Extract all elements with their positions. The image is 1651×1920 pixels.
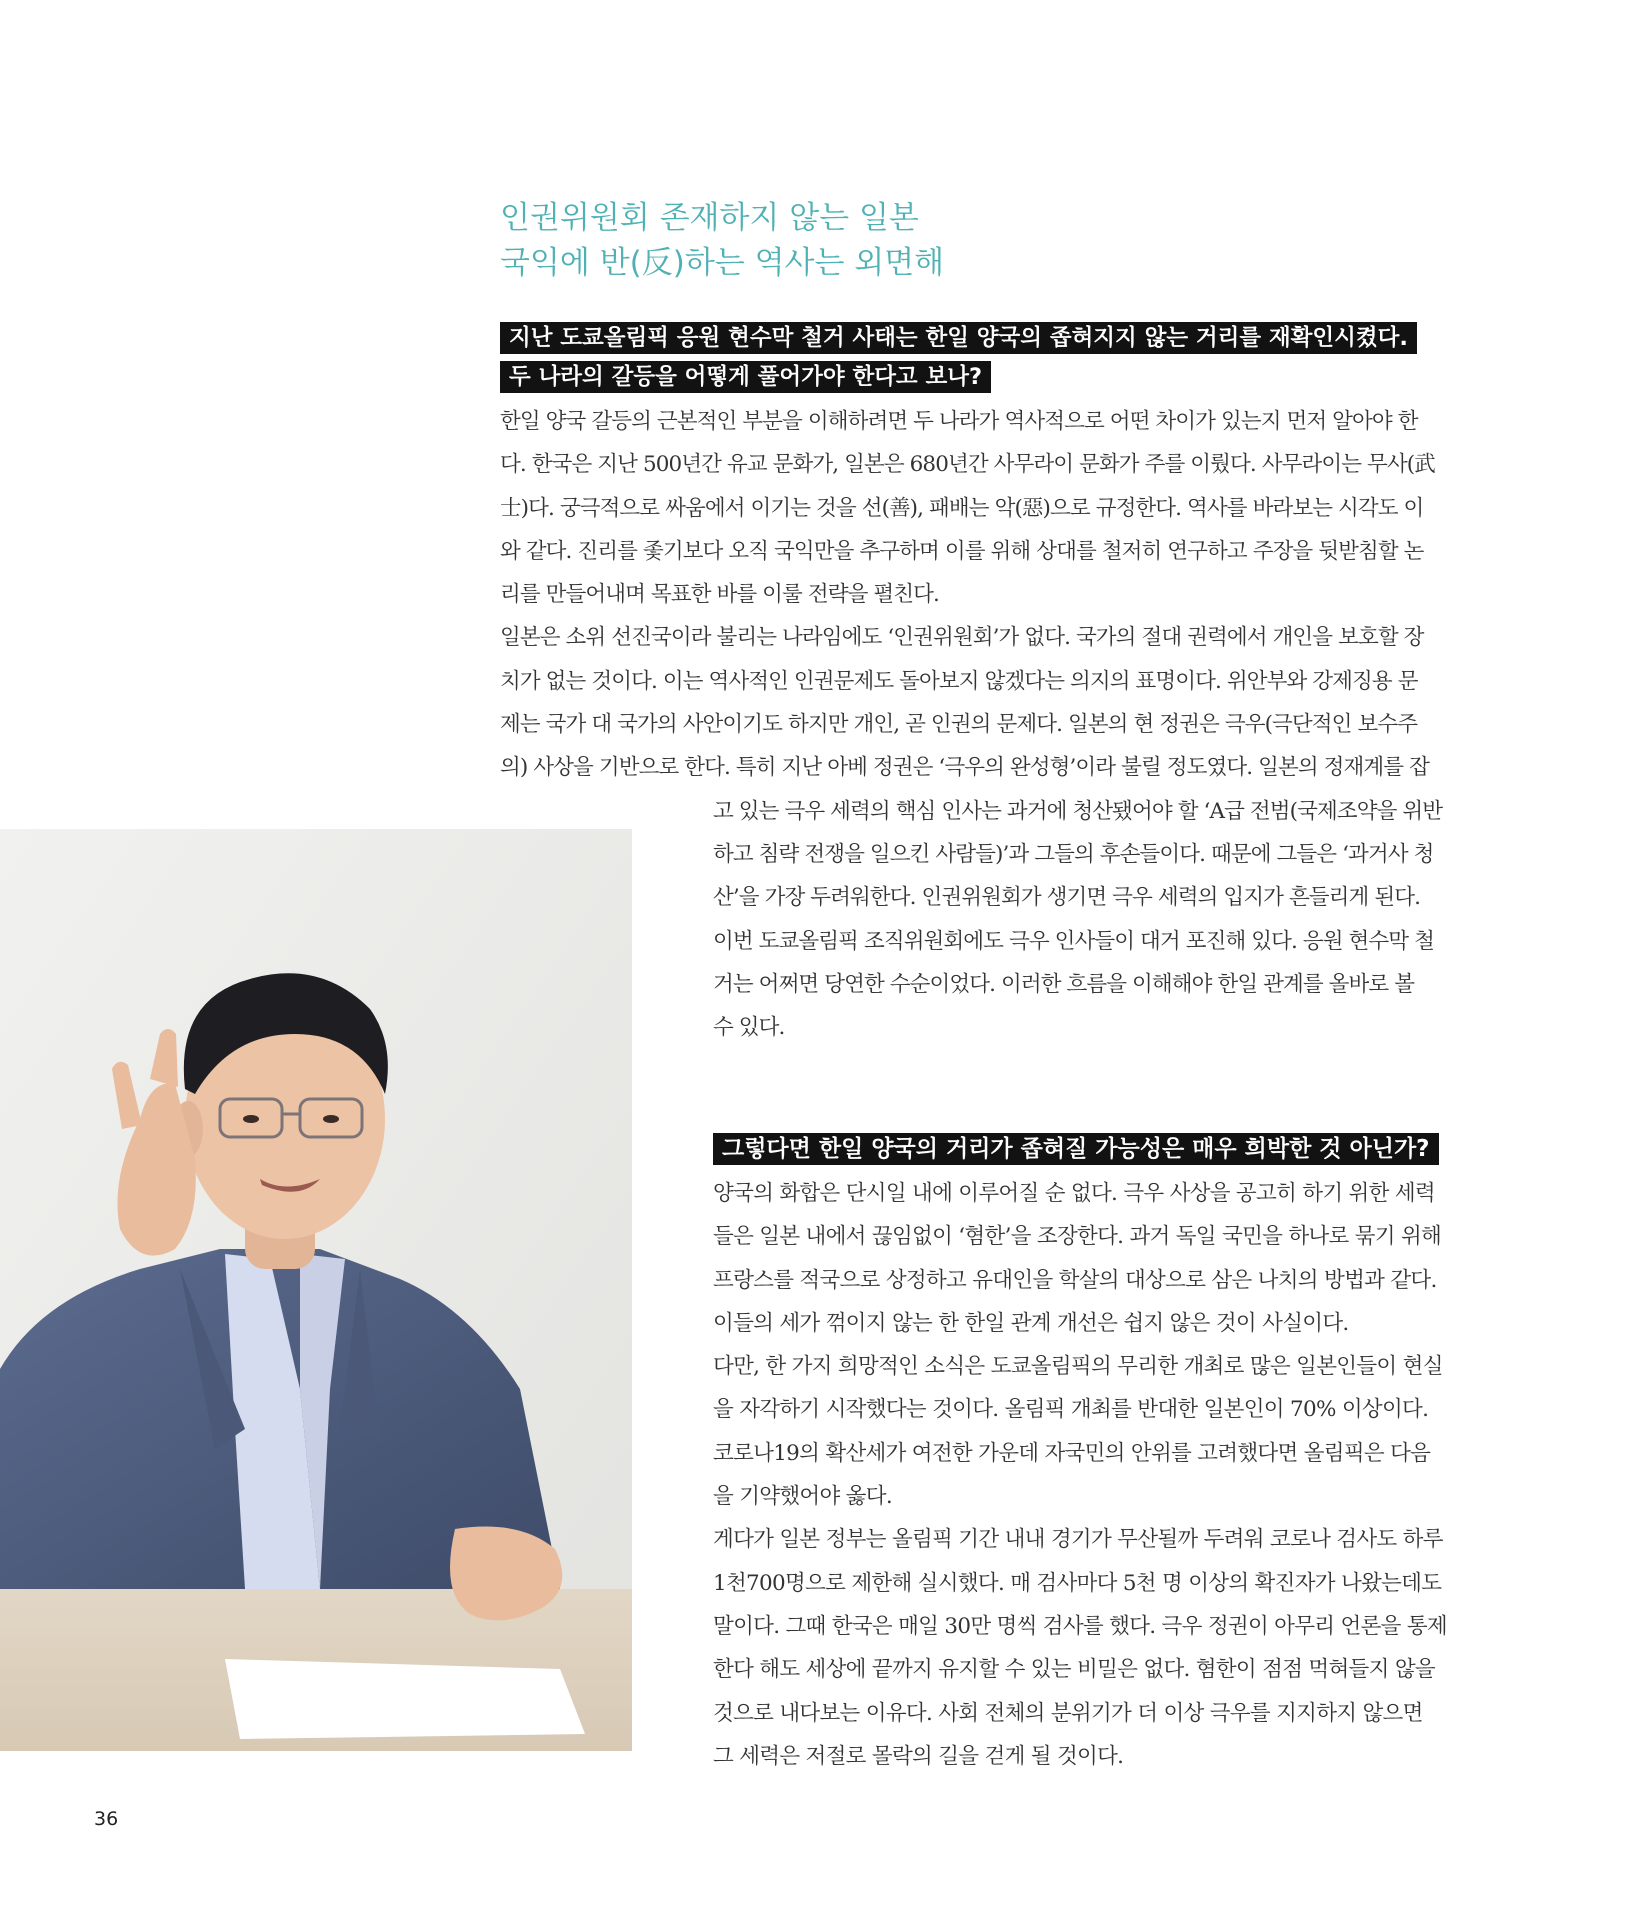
answer-line: 말이다. 그때 한국은 매일 30만 명씩 검사를 했다. 극우 정권이 아무리 언론을 통제 — [713, 1613, 1447, 1639]
section-title — [500, 196, 944, 286]
answer-line: 일본은 소위 선진국이라 불리는 나라임에도 ‘인권위원회’가 없다. 국가의 절대 권력에서 개인을 보호할 장 — [500, 625, 1424, 651]
answer-1 — [500, 400, 1480, 1049]
answer-line: 한다 해도 세상에 끝까지 유지할 수 있는 비밀은 없다. 혐한이 점점 먹혀들지 않을 — [713, 1657, 1435, 1683]
answer-line: 다만, 한 가지 희망적인 소식은 도쿄올림픽의 무리한 개최로 많은 일본인들이 현실 — [713, 1354, 1443, 1380]
answer-line: 리를 만들어내며 목표한 바를 이룰 전략을 펼친다. — [500, 582, 939, 608]
answer-2 — [713, 1172, 1481, 1778]
question-highlight: 지난 도쿄올림픽 응원 현수막 철거 사태는 한일 양국의 좁혀지지 않는 거리를 재확인시켰다. — [500, 322, 1417, 354]
answer-line: 하고 침략 전쟁을 일으킨 사람들)’과 그들의 후손들이다. 때문에 그들은 ‘과거사 청 — [713, 841, 1434, 867]
answer-line: 프랑스를 적국으로 상정하고 유대인을 학살의 대상으로 삼은 나치의 방법과 같다. — [713, 1267, 1437, 1293]
answer-line: 산’을 가장 두려워한다. 인권위원회가 생기면 극우 세력의 입지가 흔들리게 된다. — [713, 885, 1421, 911]
answer-line: 을 기약했어야 옳다. — [713, 1484, 892, 1510]
question-highlight: 그렇다면 한일 양국의 거리가 좁혀질 가능성은 매우 희박한 것 아닌가? — [713, 1133, 1439, 1165]
answer-line: 고 있는 극우 세력의 핵심 인사는 과거에 청산됐어야 할 ‘A급 전범(국제조약을 위반 — [713, 798, 1443, 824]
answer-line: 것으로 내다보는 이유다. 사회 전체의 분위기가 더 이상 극우를 지지하지 않으면 — [713, 1700, 1423, 1726]
question-highlight: 두 나라의 갈등을 어떻게 풀어가야 한다고 보나? — [500, 361, 991, 393]
answer-line: 이번 도쿄올림픽 조직위원회에도 극우 인사들이 대거 포진해 있다. 응원 현수막 철 — [713, 928, 1434, 954]
section-title-line-1: 인권위원회 존재하지 않는 일본 — [500, 200, 919, 236]
answer-line: 와 같다. 진리를 좇기보다 오직 국익만을 추구하며 이를 위해 상대를 철저히 연구하고 주장을 뒷받침할 논 — [500, 538, 1424, 564]
question-1-line-2 — [500, 361, 1480, 400]
answer-line: 士)다. 궁극적으로 싸움에서 이기는 것을 선(善), 패배는 악(惡)으로 규정한다. 역사를 바라보는 시각도 이 — [500, 495, 1424, 521]
answer-line: 이들의 세가 꺾이지 않는 한 한일 관계 개선은 쉽지 않은 것이 사실이다. — [713, 1310, 1349, 1336]
interviewee-photo — [0, 829, 632, 1751]
answer-1-indented — [713, 790, 1480, 1050]
question-2-line-1 — [713, 1133, 1481, 1172]
answer-line: 들은 일본 내에서 끊임없이 ‘혐한’을 조장한다. 과거 독일 국민을 하나로 묶기 위해 — [713, 1224, 1442, 1250]
page-number: 36 — [94, 1808, 119, 1830]
answer-line: 양국의 화합은 단시일 내에 이루어질 순 없다. 극우 사상을 공고히 하기 위한 세력 — [713, 1181, 1435, 1206]
section-title-line-2: 국익에 반(反)하는 역사는 외면해 — [500, 245, 945, 281]
answer-line: 다. 한국은 지난 500년간 유교 문화가, 일본은 680년간 사무라이 문화가 주를 이뤘다. 사무라이는 무사(武 — [500, 452, 1435, 478]
interview-block-2 — [713, 1133, 1481, 1778]
answer-line: 제는 국가 대 국가의 사안이기도 하지만 개인, 곧 인권의 문제다. 일본의 현 정권은 극우(극단적인 보수주 — [500, 712, 1418, 738]
answer-line: 그 세력은 저절로 몰락의 길을 걷게 될 것이다. — [713, 1743, 1124, 1769]
interview-block-1 — [500, 322, 1480, 1049]
answer-line: 코로나19의 확산세가 여전한 가운데 자국민의 안위를 고려했다면 올림픽은 다음 — [713, 1440, 1431, 1466]
answer-line: 게다가 일본 정부는 올림픽 기간 내내 경기가 무산될까 두려워 코로나 검사도 하루 — [713, 1527, 1443, 1553]
answer-line: 1천700명으로 제한해 실시했다. 매 검사마다 5천 명 이상의 확진자가 나왔는데도 — [713, 1570, 1442, 1596]
answer-line: 치가 없는 것이다. 이는 역사적인 인권문제도 돌아보지 않겠다는 의지의 표명이다. 위안부와 강제징용 문 — [500, 668, 1418, 694]
answer-line: 수 있다. — [713, 1015, 785, 1041]
answer-line: 한일 양국 갈등의 근본적인 부분을 이해하려면 두 나라가 역사적으로 어떤 차이가 있는지 먼저 알아야 한 — [500, 409, 1418, 434]
interviewee-photo-illustration — [0, 829, 632, 1751]
question-1-line-1 — [500, 322, 1480, 361]
answer-line: 거는 어쩌면 당연한 수순이었다. 이러한 흐름을 이해해야 한일 관계를 올바로 볼 — [713, 971, 1415, 997]
answer-line: 의) 사상을 기반으로 한다. 특히 지난 아베 정권은 ‘극우의 완성형’이라 불릴 정도였다. 일본의 정재계를 잡 — [500, 755, 1429, 781]
answer-line: 을 자각하기 시작했다는 것이다. 올림픽 개최를 반대한 일본인이 70% 이상이다. — [713, 1397, 1429, 1423]
